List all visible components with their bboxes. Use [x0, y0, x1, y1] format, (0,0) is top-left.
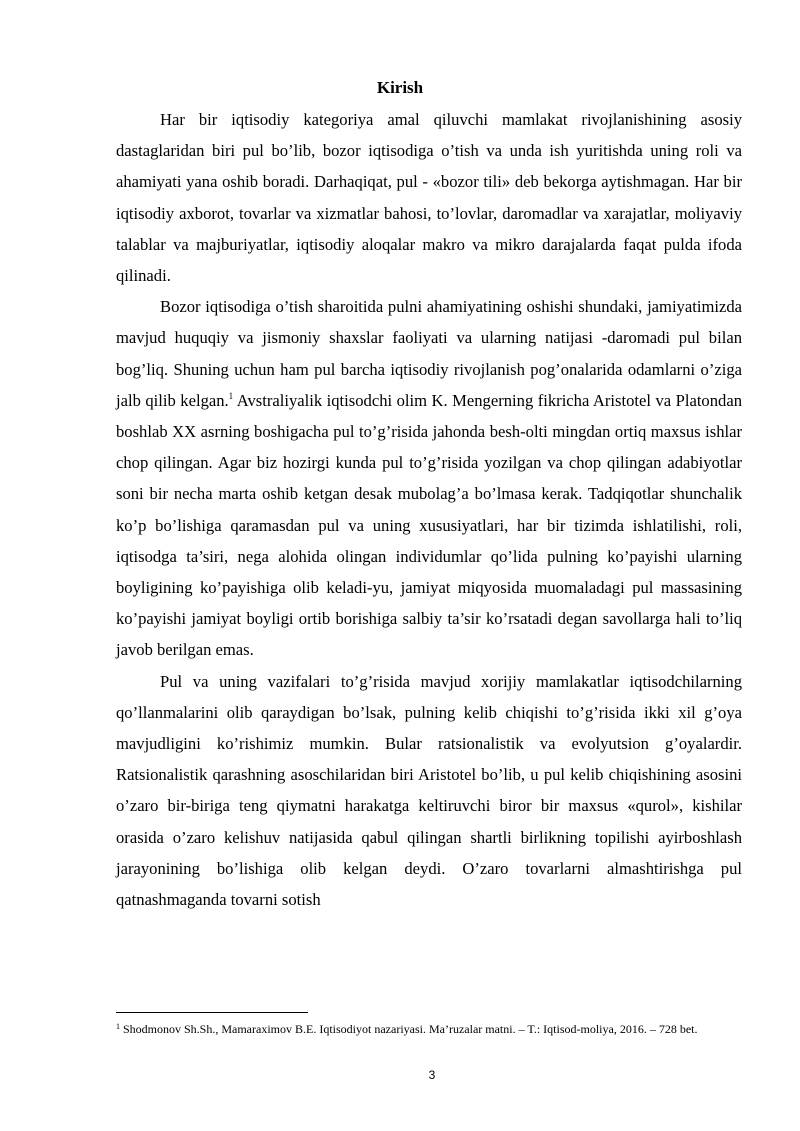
page-number: 3	[428, 1068, 436, 1082]
section-heading: Kirish	[376, 78, 424, 97]
paragraph-2	[116, 291, 742, 665]
footnote-marker: 1	[116, 1022, 120, 1031]
paragraph-3: Pul va uning vazifalari to’g’risida mavjud xorijiy mamlakatlar iqtisodchilarning qo’llanmalarini olib qaraydigan bo’lsak, pulning kelib chiqishi to’g’risida ikki xil g’oya mavjudligini ko’rishimiz mumkin. Bular ratsionalistik va evolyutsion g’oyalardir. Ratsionalistik qarashning asoschilaridan biri Aristotel bo’lib, u pul kelib chiqishining asosini o’zaro bir-biriga teng qiymatni harakatga keltiruvchi biror bir maxsus «qurol», kishilar orasida o’zaro kelishuv natijasida qabul qilingan shartli birlikning topilishi ayirboshlash jarayonining bo’lishiga olib kelgan deydi. O’zaro tovarlarni almashtirishga pul qatnashmaganda tovarni sotish	[116, 671, 742, 910]
paragraph-1: Har bir iqtisodiy kategoriya amal qiluvchi mamlakat rivojlanishining asosiy dastaglaridan biri pul bo’lib, bozor iqtisodiga o’tish va unda ish yuritishda uning roli va ahamiyati yana oshib boradi. Darhaqiqat, pul - «bozor tili» deb bekorga aytishmagan. Har bir iqtisodiy axborot, tovarlar va xizmatlar bahosi, to’lovlar, daromadlar va xarajatlar, moliyaviy talablar va majburiyatlar, iqtisodiy aloqalar makro va mikro darajalarda faqat pulda ifoda qilinadi.	[116, 110, 742, 286]
footnote-separator	[116, 1012, 308, 1013]
footnote	[116, 1021, 742, 1037]
footnote-text: Shodmonov Sh.Sh., Mamaraximov B.E. Iqtisodiyot nazariyasi. Ma’ruzalar matni. – T.: Iqtisod-moliya, 2016. – 728 bet.	[120, 1022, 698, 1036]
paragraph-2-part-1: Bozor iqtisodiga o’tish sharoitida pulni ahamiyatining oshishi shundaki, jamiyatimizda mavjud huquqiy va jismoniy shaxslar faoliyati va ularning natijasi -daromadi pul bilan bog’liq. Shuning uchun ham pul barcha iqtisodiy rivojlanish pog’onalarida odamlarni o’ziga jalb qilib kelgan.	[116, 297, 742, 410]
body-text	[116, 104, 742, 915]
footnote-reference: 1	[228, 390, 234, 401]
paragraph-2-part-2: Avstraliyalik iqtisodchi olim K. Mengerning fikricha Aristotel va Platondan boshlab XX asrning boshigacha pul to’g’risida jahonda besh-olti mingdan ortiq maxsus ishlar chop qilingan. Agar biz hozirgi kunda pul to’g’risida yozilgan va chop qilingan adabiyotlar soni bir necha marta oshib ketgan desak mubolag’a bo’lmasa kerak. Tadqiqotlar shunchalik ko’p bo’lishiga qaramasdan pul va uning xususiyatlari, har bir tizimda ishlatilishi, roli, iqtisodga ta’siri, nega alohida olingan individumlar qo’lida pulning ko’payishi ularning boyligining ko’payishiga olib keladi-yu, jamiyat miqyosida muomaladagi pul massasining ko’payishi jamiyat boyligi ortib borishiga salbiy ta’sir ko’rsatadi degan savollarga hali to’liq javob berilgan emas.	[116, 390, 742, 660]
